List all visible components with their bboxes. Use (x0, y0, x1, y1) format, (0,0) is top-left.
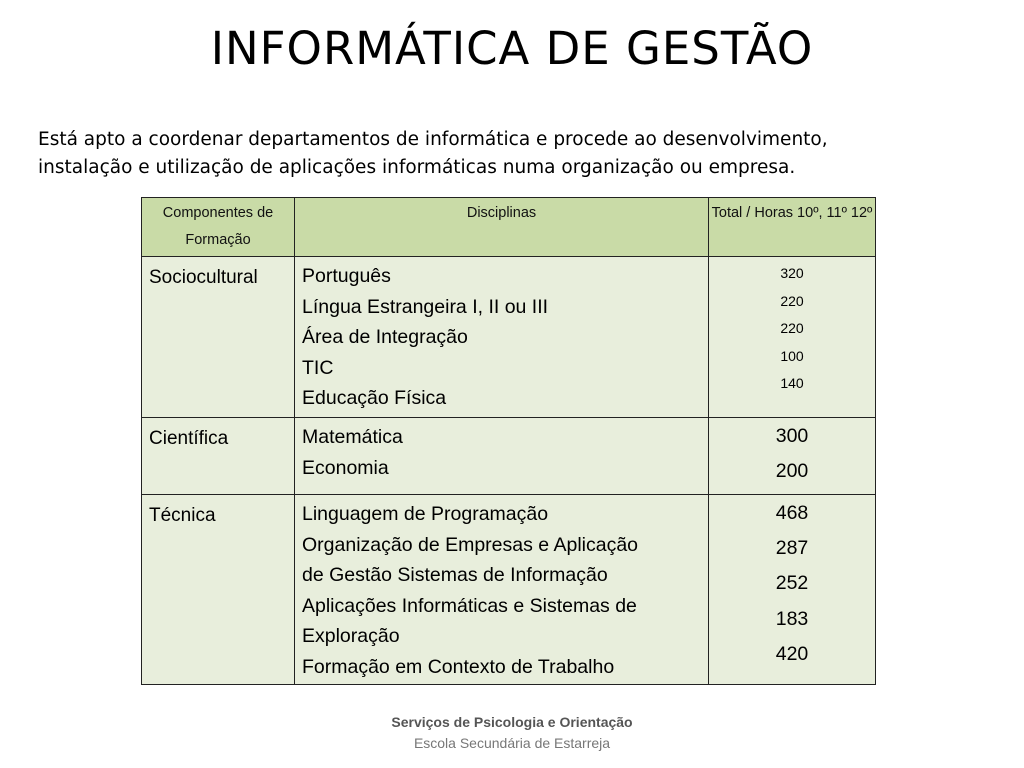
discipline-item: Matemática (302, 426, 403, 448)
disciplines-cell (295, 418, 709, 495)
component-cell: Científica (142, 418, 295, 495)
discipline-item: de Gestão Sistemas de Informação (302, 564, 608, 586)
header-hours: Total / Horas 10º, 11º 12º (709, 198, 876, 257)
component-cell: Sociocultural (142, 257, 295, 418)
hours-value: 100 (780, 347, 804, 364)
discipline-item: Linguagem de Programação (302, 503, 549, 525)
discipline-item: Economia (302, 456, 389, 479)
discipline-item: Educação Física (302, 387, 447, 409)
hours-value: 140 (780, 375, 804, 391)
header-disciplines: Disciplinas (295, 198, 709, 257)
hours-value: 252 (775, 572, 809, 595)
curriculum-table (141, 197, 876, 685)
hours-value: 320 (780, 265, 804, 281)
disciplines-cell (295, 257, 709, 418)
intro-line-1: Está apto a coordenar departamentos de informática e procede ao desenvolvimento, (38, 129, 828, 150)
hours-value: 183 (775, 607, 809, 630)
header-components: Componentes de Formação (142, 198, 295, 257)
table-row (142, 257, 876, 418)
hours-value: 200 (775, 460, 809, 483)
discipline-item: Organização de Empresas e Aplicação (302, 533, 639, 556)
discipline-item: Área de Integração (302, 326, 468, 348)
page-title: INFORMÁTICA DE GESTÃO (210, 22, 814, 75)
footer-service-name: Serviços de Psicologia e Orientação (391, 714, 633, 730)
footer-school-name: Escola Secundária de Estarreja (413, 735, 611, 751)
table-header-row (142, 198, 876, 257)
discipline-item: Aplicações Informáticas e Sistemas de (302, 594, 637, 617)
discipline-item: Formação em Contexto de Trabalho (302, 655, 615, 678)
hours-value: 220 (780, 320, 804, 336)
hours-cell (709, 418, 876, 495)
hours-cell (709, 495, 876, 685)
discipline-item: TIC (302, 356, 334, 379)
disciplines-cell (295, 495, 709, 685)
hours-cell (709, 257, 876, 418)
table-row (142, 495, 876, 685)
hours-value: 468 (775, 502, 809, 524)
hours-value: 287 (775, 537, 809, 560)
discipline-item: Português (302, 265, 391, 287)
component-cell: Técnica (142, 495, 295, 685)
discipline-item: Exploração (302, 625, 400, 647)
discipline-item: Língua Estrangeira I, II ou III (302, 295, 549, 318)
table-row (142, 418, 876, 495)
hours-value: 420 (775, 642, 809, 665)
hours-value: 300 (775, 425, 809, 447)
intro-line-2: instalação e utilização de aplicações informáticas numa organização ou empresa. (38, 157, 796, 178)
intro-text (38, 126, 998, 182)
hours-value: 220 (780, 292, 804, 309)
